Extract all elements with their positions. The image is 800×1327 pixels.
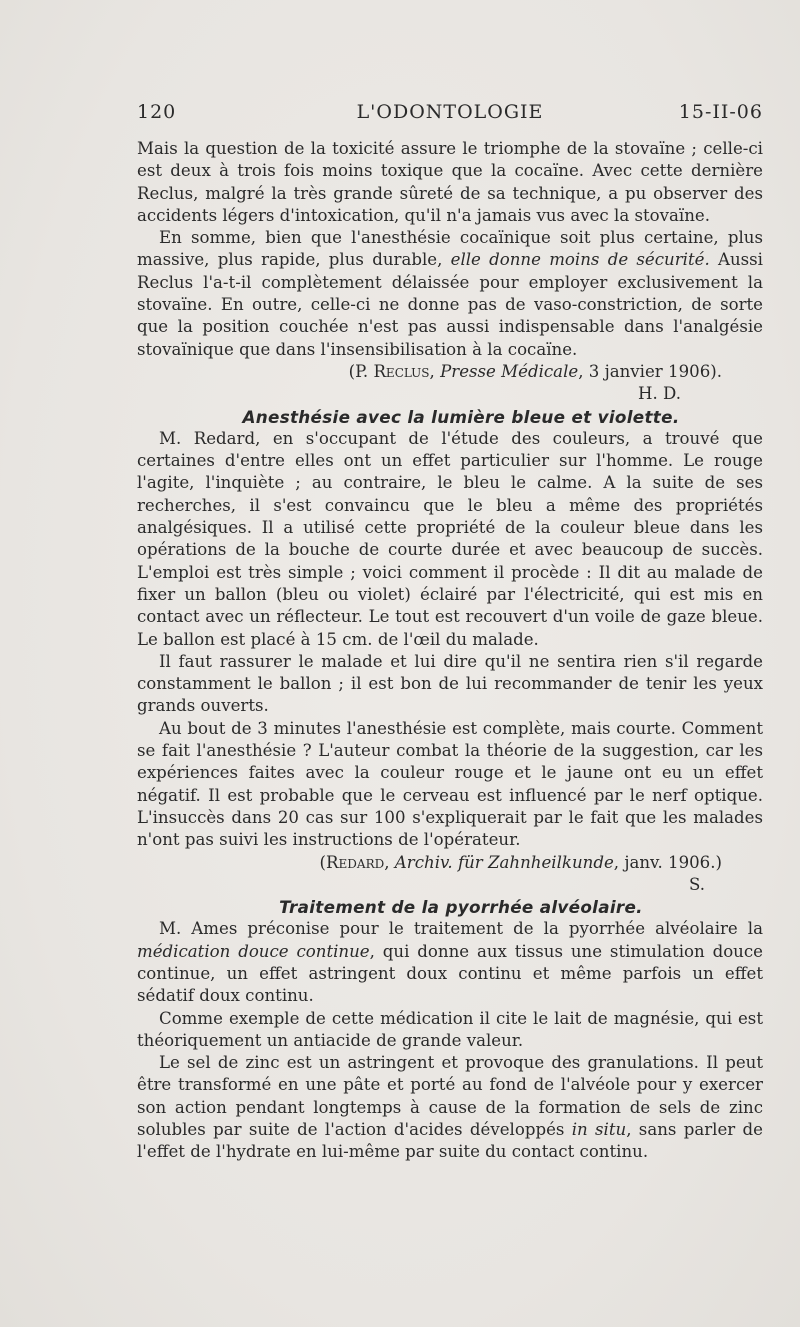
paragraph: Mais la question de la toxicité assure le triomphe de la stovaïne ; celle-ci est deux à trois fois moins toxique que la cocaïne. Avec cette dernière Reclus, malgré la très grande sûreté de sa technique, a pu observer des accidents légers d'intoxication, qu'il n'a jamais vus avec la stovaïne.	[137, 139, 763, 225]
emphasis: in situ	[571, 1120, 627, 1140]
section-heading: Anesthésie avec la lumière bleue et violette.	[242, 406, 680, 427]
paragraph: M. Ames préconise pour le traitement de la pyorrhée alvéolaire la médication douce continue, qui donne aux tissus une stimulation douce continue, un effet astringent doux continu et même parfois un effet sédatif doux continu.	[137, 919, 763, 1006]
emphasis: elle donne moins de sécurité.	[450, 250, 710, 270]
section-heading: Traitement de la pyorrhée alvéolaire.	[279, 897, 643, 918]
page-number: 120	[137, 101, 177, 123]
body-text	[137, 138, 763, 1164]
paragraph: M. Redard, en s'occupant de l'étude des couleurs, a trouvé que certaines d'entre elles ont un effet particulier sur l'homme. Le rouge l'agite, l'inquiète ; au contraire, le bleu le calme. A la suite de ses recherches, il s'est convaincu que le bleu a même des propriétés analgésiques. Il a utilisé cette propriété de la couleur bleue dans les opérations de la bouche de courte durée et avec beaucoup de succès. L'emploi est très simple ; voici comment il procède : Il dit au malade de fixer un ballon (bleu ou violet) éclairé par l'électricité, qui est mis en contact avec un réflecteur. Le tout est recouvert d'un voile de gaze bleue. Le ballon est placé à 15 cm. de l'œil du malade.	[137, 428, 763, 649]
citation-author: Redard	[326, 852, 385, 872]
signature: S.	[688, 874, 705, 894]
paragraph: Il faut rassurer le malade et lui dire qu'il ne sentira rien s'il regarde constamment le ballon ; il est bon de lui recommander de tenir les yeux grands ouverts.	[137, 651, 763, 716]
paragraph: Au bout de 3 minutes l'anesthésie est complète, mais courte. Comment se fait l'anesthésie ? L'auteur combat la théorie de la suggestion, car les expériences faites avec la couleur rouge et le jaune ont eu un effet négatif. Il est probable que le cerveau est influencé par le nerf optique. L'insuccès dans 20 cas sur 100 s'expliquerait par le fait que les malades n'ont pas suivi les instructions de l'opérateur.	[137, 718, 763, 850]
paragraph: Le sel de zinc est un astringent et provoque des granulations. Il peut être transformé en une pâte et porté au fond de l'alvéole pour y exercer son action pendant longtemps à cause de la formation de sels de zinc solubles par suite de l'action d'acides développés in situ, sans parler de l'effet de l'hydrate en lui-même par suite du contact continu.	[137, 1053, 763, 1162]
journal-title: L'ODONTOLOGIE	[356, 101, 544, 123]
paragraph: Comme exemple de cette médication il cite le lait de magnésie, qui est théoriquement un antiacide de grande valeur.	[137, 1008, 763, 1050]
citation: (Redard, Archiv. für Zahnheilkunde, janv. 1906.)	[319, 852, 722, 872]
emphasis: médication douce continue	[137, 941, 370, 961]
signature: H. D.	[637, 384, 681, 404]
issue-date: 15-II-06	[678, 101, 763, 123]
citation-author: Reclus	[373, 361, 430, 381]
paragraph: En somme, bien que l'anesthésie cocaïnique soit plus certaine, plus massive, plus rapide, plus durable, elle donne moins de sécurité. Aussi Reclus l'a-t-il complètement délaissée pour employer exclusivement la stovaïne. En outre, celle-ci ne donne pas de vaso-constriction, de sorte que la position couchée n'est pas aussi indispensable dans l'analgésie stovaïnique que dans l'insensibilisation à la cocaïne.	[137, 228, 763, 359]
citation-journal: Presse Médicale	[440, 361, 579, 381]
citation-journal: Archiv. für Zahnheilkunde	[394, 852, 614, 872]
citation: (P. Reclus, Presse Médicale, 3 janvier 1906).	[348, 361, 722, 381]
running-header	[137, 101, 763, 129]
